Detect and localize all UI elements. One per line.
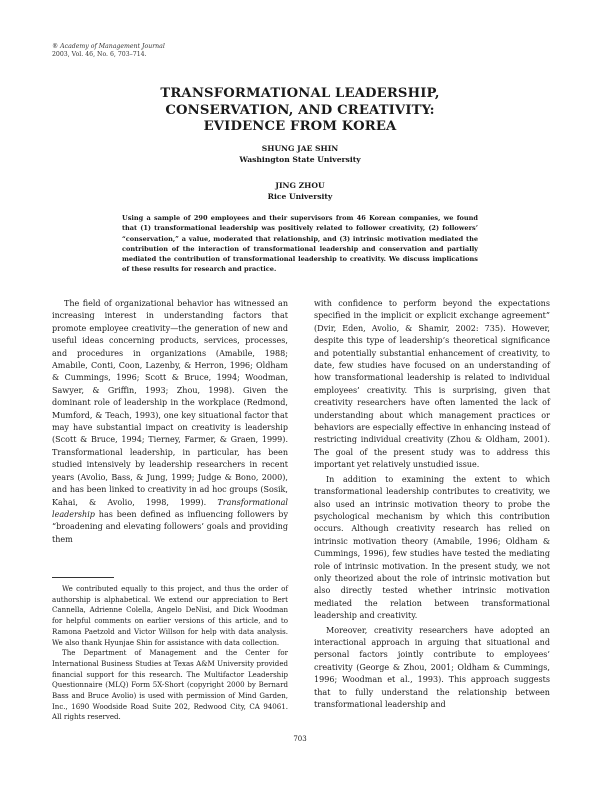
paragraph-text: The field of organizational behavior has witnessed an increasing interest in understanding factors that promote employee creativity—the generation of new and useful ideas concerning products, services, processes, and procedures in organizations (Amabile, 1988; Amabile, Conti, Coon, Lazenby, & Herron, 1996; Oldham & Cummings, 1996; Scott & Bruce, 1994; Woodman, Sawyer, & Griffin, 1993; Zhou, 1998). Given the dominant role of leadership in the workplace (Redmond, Mumford, & Teach, 1993), one key situational factor that may have substantial impact on creativity is leadership (Scott & Bruce, 1994; Tierney, Farmer, & Graen, 1999). Transformational leadership, in particular, has been studied intensively by leadership researchers in recent years (Avolio, Bass, & Jung, 1999; Judge & Bono, 2000), and has been linked to creativity in ad hoc groups (Sosik, Kahai, & Avolio, 1998, 1999). — [52, 299, 288, 507]
italic-term: Transformational leadership — [52, 497, 289, 519]
author-name: SHUNG JAE SHIN — [261, 144, 339, 153]
right-column — [314, 298, 550, 711]
title-line-1: TRANSFORMATIONAL LEADERSHIP, — [160, 86, 440, 101]
footnote-divider — [52, 577, 114, 578]
body-paragraph: In addition to examining the extent to which transformational leadership contributes to creativity, we also used an intrinsic motivation theory to probe the psychological mechanism by which this contribution occurs. Although creativity research has relied on intrinsic motivation theory (Amabile, 1996; Oldham & Cummings, 1996), few studies have tested the mediating role of intrinsic motivation. In the present study, we not only theorized about the role of intrinsic motivation but also directly tested whether intrinsic motivation mediated the relation between transformational leadership and creativity. — [314, 474, 550, 621]
footnote-paragraph: The Department of Management and the Center for International Business Studies at Texas A&M University provided financial support for this research. The Multifactor Leadership Questionnaire (MLQ) Form 5X-Short (copyright 2000 by Bernard Bass and Bruce Avolio) is used with permission of Mind Garden, Inc., 1690 Woodside Road Suite 202, Redwood City, CA 94061. All rights reserved. — [52, 648, 288, 722]
body-paragraph: Moreover, creativity researchers have adopted an interactional approach in arguing that situational and personal factors jointly contribute to employees’ creativity (George & Zhou, 2001; Oldham & Cummings, 1996; Woodman et al., 1993). This approach suggests that to fully understand the relationship between transformational leadership and — [314, 625, 550, 709]
author-affiliation: Rice University — [267, 191, 333, 201]
left-column — [52, 298, 288, 546]
article-title — [60, 86, 540, 136]
author-affiliation: Washington State University — [239, 154, 361, 164]
author-block-1 — [60, 144, 540, 165]
abstract: Using a sample of 290 employees and their supervisors from 46 Korean companies, we found that (1) transformational leadership was positively related to follower creativity, (2) followers’ “conservation,” a value, moderated that relationship, and (3) intrinsic motivation mediated the contribution of the interaction of transformational leadership and conservation and partially mediated the contribution of transformational leadership to creativity. We discuss implications of these results for research and practice. — [122, 214, 478, 274]
author-name: JING ZHOU — [275, 181, 325, 190]
journal-citation — [52, 43, 165, 59]
author-block-2 — [60, 181, 540, 202]
page-number: 703 — [293, 735, 307, 743]
journal-name: ® Academy of Management Journal — [52, 43, 165, 50]
body-paragraph: with confidence to perform beyond the expectations specified in the implicit or explicit exchange agreement” (Dvir, Eden, Avolio, & Shamir, 2002: 735). However, despite this type of leadership’s theoretical significance and potentially substantial enhancement of creativity, to date, few studies have focused on an understanding of how transformational leadership is related to individual employees’ creativity. This is surprising, given that creativity researchers have often lamented the lack of understanding about which management practices or behaviors are especially effective in enhancing instead of restricting individual creativity (Zhou & Oldham, 2001). The goal of the present study was to address this important yet relatively unstudied issue. — [314, 299, 550, 470]
footnote-paragraph: We contributed equally to this project, and thus the order of authorship is alphabetical. We extend our appreciation to Bert Cannella, Adrienne Colella, Angelo DeNisi, and Dick Woodman for helpful comments on earlier versions of this article, and to Ramona Paetzold and Victor Willson for help with data analysis. We also thank Hyunjae Shin for assistance with data collection. — [52, 584, 288, 647]
footnote — [52, 584, 288, 723]
paragraph-text: has been defined as influencing followers by “broadening and elevating followers’ goals and providing them — [52, 509, 288, 544]
title-line-2: CONSERVATION, AND CREATIVITY: — [165, 102, 435, 118]
journal-issue: 2003, Vol. 46, No. 6, 703–714. — [52, 51, 147, 58]
title-line-3: EVIDENCE FROM KOREA — [203, 119, 397, 134]
body-paragraph — [52, 298, 288, 546]
